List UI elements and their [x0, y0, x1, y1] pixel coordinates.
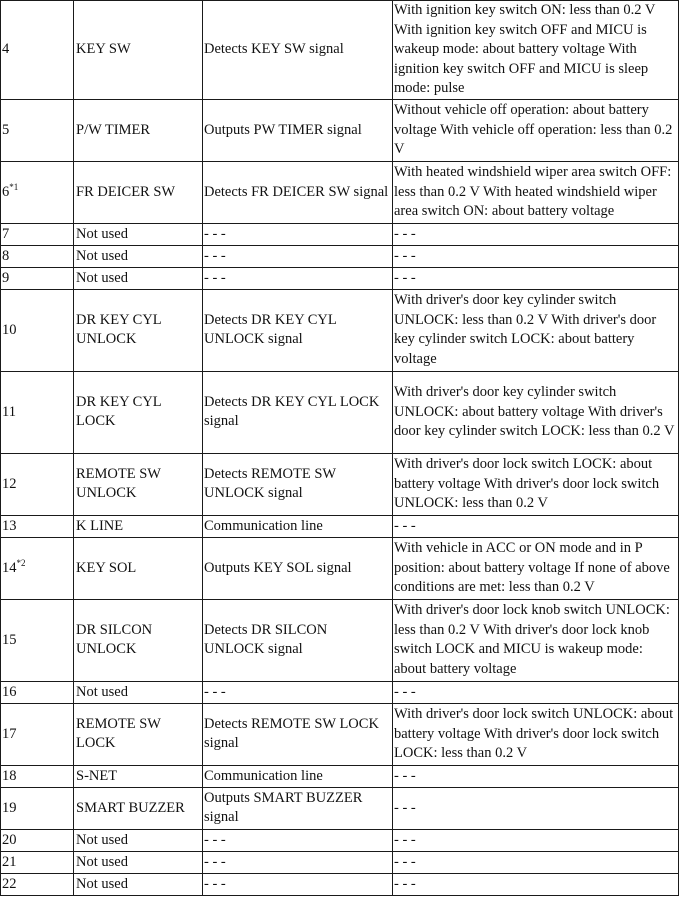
pin-number: 8 [2, 247, 10, 264]
function-cell: Detects REMOTE SW UNLOCK signal [203, 453, 393, 515]
pin-number: 6 [2, 183, 10, 200]
terminal-name-cell: KEY SW [74, 1, 203, 100]
table-row [1, 371, 679, 453]
terminal-name-cell: P/W TIMER [74, 99, 203, 161]
table-row [1, 873, 679, 895]
function-cell: - - - [203, 245, 393, 267]
pin-cell [1, 703, 74, 765]
pin-number: 19 [2, 799, 17, 816]
pin-cell [1, 681, 74, 703]
function-cell: Detects DR SILCON UNLOCK signal [203, 599, 393, 681]
condition-cell: Without vehicle off operation: about battery voltage With vehicle off operation: less than 0.2 V [393, 99, 679, 161]
terminal-name-cell: Not used [74, 223, 203, 245]
table-row [1, 787, 679, 829]
terminal-name-cell: DR KEY CYL UNLOCK [74, 289, 203, 371]
function-cell: - - - [203, 223, 393, 245]
function-cell: - - - [203, 873, 393, 895]
terminal-name-cell: DR KEY CYL LOCK [74, 371, 203, 453]
condition-cell: With ignition key switch ON: less than 0.2 V With ignition key switch OFF and MICU is wakeup mode: about battery voltage With ignition key switch OFF and MICU is sleep mode: pulse [393, 1, 679, 100]
pin-number: 7 [2, 225, 10, 242]
terminal-name-cell: SMART BUZZER [74, 787, 203, 829]
pin-cell [1, 453, 74, 515]
condition-cell: - - - [393, 787, 679, 829]
function-cell: Detects REMOTE SW LOCK signal [203, 703, 393, 765]
terminal-name-cell: REMOTE SW UNLOCK [74, 453, 203, 515]
table-row [1, 161, 679, 223]
condition-cell: With driver's door lock switch LOCK: about battery voltage With driver's door lock switch UNLOCK: less than 0.2 V [393, 453, 679, 515]
function-cell: Communication line [203, 515, 393, 537]
table-row [1, 851, 679, 873]
terminal-name-cell: S-NET [74, 765, 203, 787]
condition-cell: - - - [393, 765, 679, 787]
condition-cell: - - - [393, 851, 679, 873]
pin-number: 13 [2, 517, 17, 534]
table-row [1, 99, 679, 161]
function-cell: Communication line [203, 765, 393, 787]
pin-number: 12 [2, 475, 17, 492]
pin-cell [1, 537, 74, 599]
function-cell: Outputs KEY SOL signal [203, 537, 393, 599]
pin-cell [1, 289, 74, 371]
condition-cell: - - - [393, 267, 679, 289]
function-cell: Detects FR DEICER SW signal [203, 161, 393, 223]
function-cell: - - - [203, 851, 393, 873]
function-cell: Detects KEY SW signal [203, 1, 393, 100]
pin-cell [1, 245, 74, 267]
pin-cell [1, 223, 74, 245]
pin-cell [1, 787, 74, 829]
table-row [1, 537, 679, 599]
pin-cell [1, 599, 74, 681]
pin-cell [1, 161, 74, 223]
condition-cell: With driver's door key cylinder switch UNLOCK: less than 0.2 V With driver's door key cylinder switch LOCK: about battery voltage [393, 289, 679, 371]
terminal-name-cell: DR SILCON UNLOCK [74, 599, 203, 681]
pin-cell [1, 873, 74, 895]
pin-cell [1, 99, 74, 161]
table-row [1, 245, 679, 267]
pin-cell [1, 851, 74, 873]
condition-cell: - - - [393, 515, 679, 537]
function-cell: - - - [203, 267, 393, 289]
function-cell: - - - [203, 829, 393, 851]
pin-footnote: *2 [16, 557, 26, 568]
pin-number: 15 [2, 631, 17, 648]
terminal-name-cell: Not used [74, 829, 203, 851]
pin-number: 4 [2, 41, 10, 58]
pin-number: 18 [2, 767, 17, 784]
pin-number: 10 [2, 321, 17, 338]
table-row [1, 515, 679, 537]
pin-footnote: *1 [9, 181, 19, 192]
function-cell: - - - [203, 681, 393, 703]
function-cell: Outputs SMART BUZZER signal [203, 787, 393, 829]
pin-number: 17 [2, 725, 17, 742]
table-row [1, 453, 679, 515]
terminal-name-cell: REMOTE SW LOCK [74, 703, 203, 765]
condition-cell: - - - [393, 829, 679, 851]
condition-cell: With driver's door lock knob switch UNLOCK: less than 0.2 V With driver's door lock knob switch LOCK and MICU is wakeup mode: about battery voltage [393, 599, 679, 681]
terminal-name-cell: FR DEICER SW [74, 161, 203, 223]
terminal-name-cell: Not used [74, 245, 203, 267]
condition-cell: - - - [393, 873, 679, 895]
pin-number: 14 [2, 559, 17, 576]
pin-cell [1, 371, 74, 453]
table-row [1, 599, 679, 681]
terminal-name-cell: KEY SOL [74, 537, 203, 599]
table-row [1, 681, 679, 703]
pin-number: 11 [2, 403, 16, 420]
table-row [1, 1, 679, 100]
condition-cell: With heated windshield wiper area switch OFF: less than 0.2 V With heated windshield wiper area switch ON: about battery voltage [393, 161, 679, 223]
pin-cell [1, 267, 74, 289]
pin-number: 5 [2, 121, 10, 138]
table-row [1, 829, 679, 851]
table-row [1, 289, 679, 371]
terminal-table-body [1, 1, 679, 896]
function-cell: Outputs PW TIMER signal [203, 99, 393, 161]
terminal-name-cell: Not used [74, 873, 203, 895]
terminal-name-cell: Not used [74, 681, 203, 703]
terminal-name-cell: Not used [74, 851, 203, 873]
pin-number: 16 [2, 683, 17, 700]
function-cell: Detects DR KEY CYL LOCK signal [203, 371, 393, 453]
condition-cell: - - - [393, 245, 679, 267]
pin-number: 22 [2, 875, 17, 892]
condition-cell: With vehicle in ACC or ON mode and in P position: about battery voltage If none of above conditions are met: less than 0.2 V [393, 537, 679, 599]
pin-cell [1, 829, 74, 851]
condition-cell: - - - [393, 681, 679, 703]
pin-number: 9 [2, 269, 10, 286]
table-row [1, 765, 679, 787]
pin-cell [1, 765, 74, 787]
table-row [1, 267, 679, 289]
pin-cell [1, 515, 74, 537]
condition-cell: - - - [393, 223, 679, 245]
table-row [1, 703, 679, 765]
pin-number: 20 [2, 831, 17, 848]
table-row [1, 223, 679, 245]
terminal-name-cell: Not used [74, 267, 203, 289]
function-cell: Detects DR KEY CYL UNLOCK signal [203, 289, 393, 371]
pin-cell [1, 1, 74, 100]
terminal-name-cell: K LINE [74, 515, 203, 537]
condition-cell: With driver's door lock switch UNLOCK: about battery voltage With driver's door lock switch LOCK: less than 0.2 V [393, 703, 679, 765]
condition-cell: With driver's door key cylinder switch UNLOCK: about battery voltage With driver's door key cylinder switch LOCK: less than 0.2 V [393, 371, 679, 453]
pin-number: 21 [2, 853, 17, 870]
